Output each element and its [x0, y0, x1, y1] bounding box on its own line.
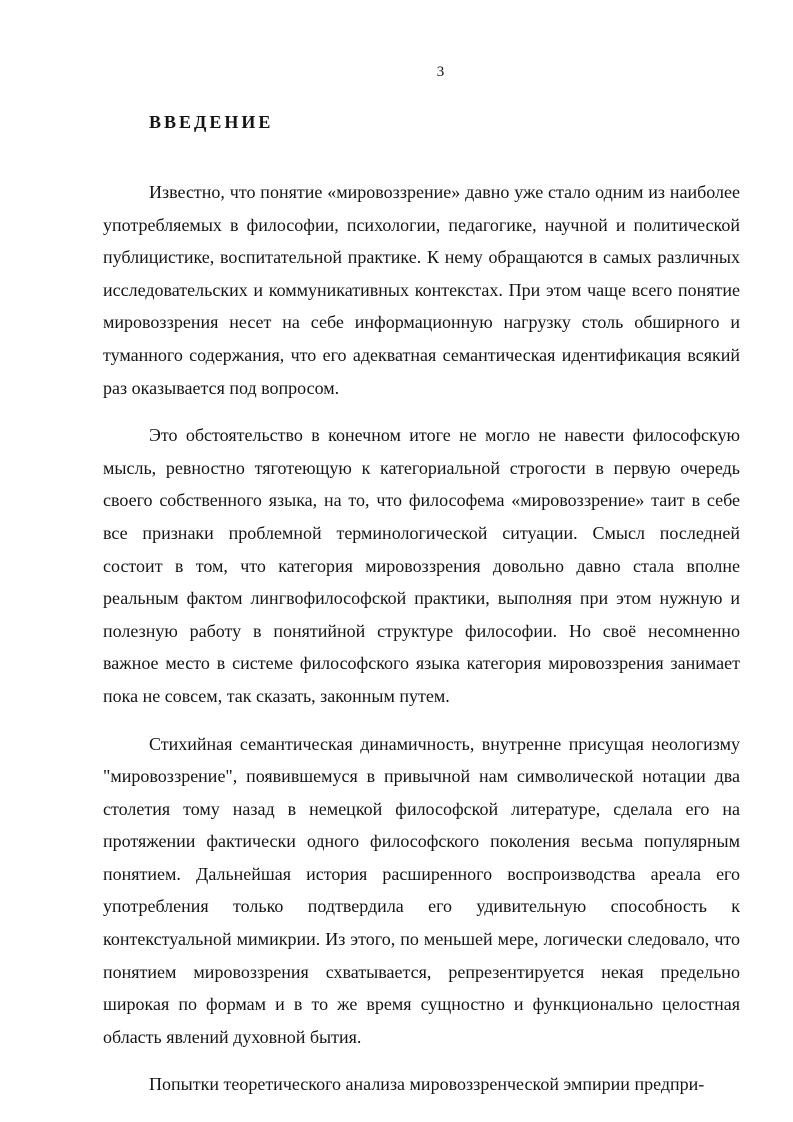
page-number: 3	[436, 64, 445, 80]
paragraph: Стихийная семантическая динамичность, внутренне присущая неологизму "мировоззрение", появившемуся в привычной нам символической нотации два столетия тому назад в немецкой философской литературе, сделала его на протяжении фактически одного философского поколения весьма популярным понятием. Дальнейшая история расширенного воспроизводства ареала его употребления только подтвердила его удивительную способность к контекстуальной мимикрии. Из этого, по меньшей мере, логически следовало, что понятием мировоззрения схватывается, репрезентируется некая предельно широкая по формам и в то же время сущностно и функционально целостная область явлений духовной бытия.	[103, 733, 740, 1047]
body-text	[103, 176, 740, 1101]
paragraph: Это обстоятельство в конечном итоге не могло не навести философскую мысль, ревностно тяготеющую к категориальной строгости в первую очередь своего собственного языка, на то, что философема «мировоззрение» таит в себе все признаки проблемной терминологической ситуации. Смысл последней состоит в том, что категория мировоззрения довольно давно стала вполне реальным фактом лингвофилософской практики, выполняя при этом нужную и полезную работу в понятийной структуре философии. Но своё несомненно важное место в системе философского языка категория мировоззрения занимает пока не совсем, так сказать, законным путем.	[103, 425, 740, 706]
paragraph: Попытки теоретического анализа мировоззренческой эмпирии предпри-	[149, 1074, 705, 1095]
section-heading: ВВЕДЕНИЕ	[149, 112, 274, 132]
paragraph: Известно, что понятие «мировоззрение» давно уже стало одним из наиболее употребляемых в философии, психологии, педагогике, научной и политической публицистике, воспитательной практике. К нему обращаются в самых различных исследовательских и коммуникативных контекстах. При этом чаще всего понятие мировоззрения несет на себе информационную нагрузку столь обширного и туманного содержания, что его адекватная семантическая идентификация всякий раз оказывается под вопросом.	[103, 182, 740, 398]
